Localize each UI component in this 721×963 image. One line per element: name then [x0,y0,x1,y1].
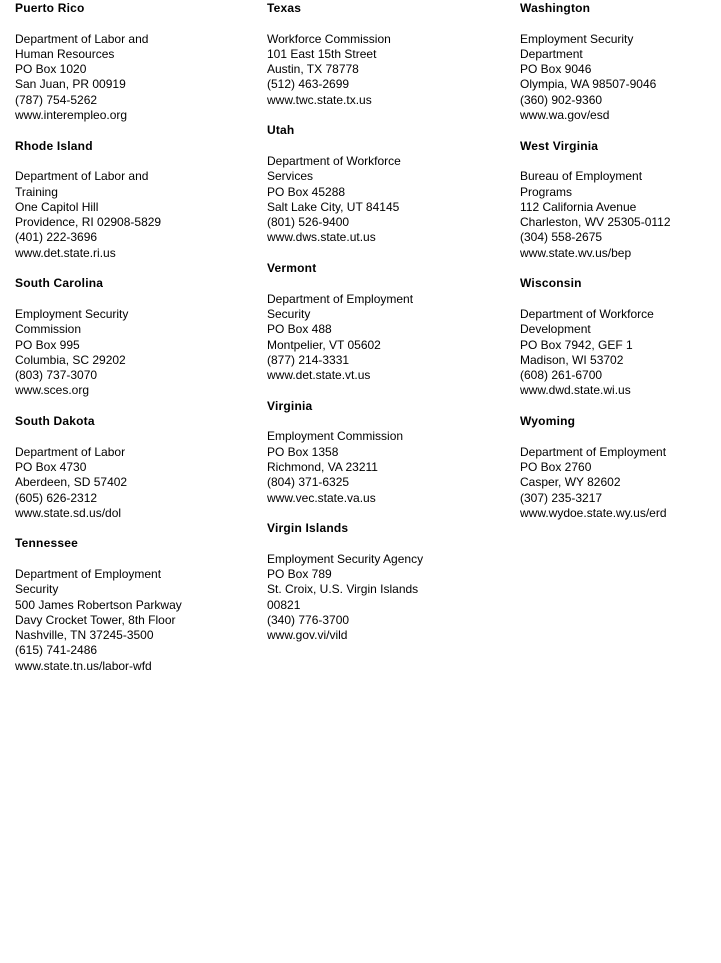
state-heading: Rhode Island [15,138,93,153]
directory-column-2 [267,1,517,659]
address-line: 500 James Robertson Parkway [15,597,182,612]
address-line: (512) 463-2699 [267,77,350,92]
address-line: PO Box 1020 [15,62,87,77]
state-heading: Texas [267,1,302,15]
state-heading: Virginia [267,398,313,413]
state-heading: Tennessee [15,536,78,551]
address-line: Employment Commission [267,429,404,444]
address-line: www.vec.state.va.us [267,490,376,505]
address-line: Department of Labor and [15,169,149,184]
address-line: PO Box 488 [267,322,332,337]
state-entry [15,276,265,398]
address-line: Department of Workforce [520,306,654,321]
address-line: Programs [520,184,573,199]
state-heading: South Dakota [15,414,95,429]
address-line: www.state.wv.us/bep [520,245,632,260]
address-line: Richmond, VA 23211 [267,459,378,474]
address-line: Austin, TX 78778 [267,62,359,77]
state-heading: Vermont [267,261,317,276]
address-line: www.twc.state.tx.us [267,92,372,107]
state-heading: Washington [520,1,591,15]
address-line: (801) 526-9400 [267,215,350,230]
address-line: Department of Employment [520,444,667,459]
state-heading: Wisconsin [520,276,582,291]
address-line: Casper, WY 82602 [520,475,621,490]
address-line: (340) 776-3700 [267,612,350,627]
directory-column-3 [520,1,720,536]
address-line: One Capitol Hill [15,199,99,214]
address-line: Employment Security [520,31,634,46]
address-line: Department of Labor and [15,31,149,46]
address-line: Providence, RI 02908-5829 [15,215,162,230]
address-line: Development [520,322,591,337]
address-line: www.dwd.state.wi.us [520,383,631,398]
address-line: 112 California Avenue [520,199,637,214]
address-line: PO Box 995 [15,337,80,352]
state-entry [15,1,265,123]
address-line: Workforce Commission [267,31,391,46]
address-line: Security [15,582,59,597]
state-entry [267,1,517,108]
address-line: www.wa.gov/esd [520,108,610,123]
address-line: www.interempleo.org [15,108,128,123]
address-line: www.gov.vi/vild [267,628,348,643]
address-line: Davy Crocket Tower, 8th Floor [15,612,176,627]
state-heading: Puerto Rico [15,1,85,15]
address-line: Bureau of Employment [520,169,643,184]
address-line: Security [267,306,311,321]
address-line: (304) 558-2675 [520,230,603,245]
address-line: PO Box 789 [267,566,332,581]
address-line: www.det.state.ri.us [15,245,116,260]
address-line: Salt Lake City, UT 84145 [267,199,400,214]
address-line: Department of Workforce [267,153,401,168]
state-entry [15,414,265,521]
state-entry [267,123,517,245]
address-line: (360) 902-9360 [520,92,603,107]
address-line: (803) 737-3070 [15,368,98,383]
address-line: (787) 754-5262 [15,92,98,107]
state-heading: Wyoming [520,414,576,429]
address-line: Department of Employment [267,291,414,306]
address-line: PO Box 4730 [15,459,87,474]
state-entry [520,139,720,261]
address-line: Employment Security [15,306,129,321]
address-line: Columbia, SC 29202 [15,352,126,367]
state-entry [520,414,720,521]
address-line: Madison, WI 53702 [520,352,624,367]
address-line: (608) 261-6700 [520,368,603,383]
address-line: Commission [15,322,82,337]
address-line: 00821 [267,597,301,612]
state-entry [267,399,517,506]
state-entry [520,1,720,123]
state-heading: West Virginia [520,138,599,153]
address-line: Department [520,46,583,61]
state-heading: Virgin Islands [267,521,349,536]
address-line: www.state.sd.us/dol [15,505,122,520]
state-entry [267,521,517,643]
address-line: www.dws.state.ut.us [267,230,376,245]
address-line: Nashville, TN 37245-3500 [15,628,154,643]
address-line: St. Croix, U.S. Virgin Islands [267,582,419,597]
address-line: www.sces.org [15,383,90,398]
address-line: Training [15,184,58,199]
address-line: PO Box 2760 [520,459,592,474]
address-line: www.wydoe.state.wy.us/erd [520,505,667,520]
address-line: Services [267,169,314,184]
state-heading: South Carolina [15,276,104,291]
address-line: Charleston, WV 25305-0112 [520,215,671,230]
address-line: (605) 626-2312 [15,490,98,505]
address-line: Olympia, WA 98507-9046 [520,77,657,92]
address-line: (401) 222-3696 [15,230,98,245]
address-line: (804) 371-6325 [267,475,350,490]
address-line: Montpelier, VT 05602 [267,337,381,352]
state-entry [15,536,265,674]
address-line: (615) 741-2486 [15,643,98,658]
address-line: (307) 235-3217 [520,490,603,505]
state-entry [15,139,265,261]
address-line: www.det.state.vt.us [267,368,371,383]
address-line: 101 East 15th Street [267,46,377,61]
state-entry [267,261,517,383]
directory-column-1 [15,1,265,689]
address-line: PO Box 1358 [267,444,339,459]
address-line: Employment Security Agency [267,551,424,566]
address-line: www.state.tn.us/labor-wfd [15,658,152,673]
address-line: (877) 214-3331 [267,352,350,367]
address-line: Aberdeen, SD 57402 [15,475,128,490]
address-line: San Juan, PR 00919 [15,77,126,92]
state-heading: Utah [267,123,295,138]
address-line: PO Box 45288 [267,184,346,199]
address-line: Department of Employment [15,566,162,581]
address-line: Department of Labor [15,444,126,459]
address-line: Human Resources [15,46,115,61]
address-line: PO Box 9046 [520,62,592,77]
address-line: PO Box 7942, GEF 1 [520,337,633,352]
state-entry [520,276,720,398]
